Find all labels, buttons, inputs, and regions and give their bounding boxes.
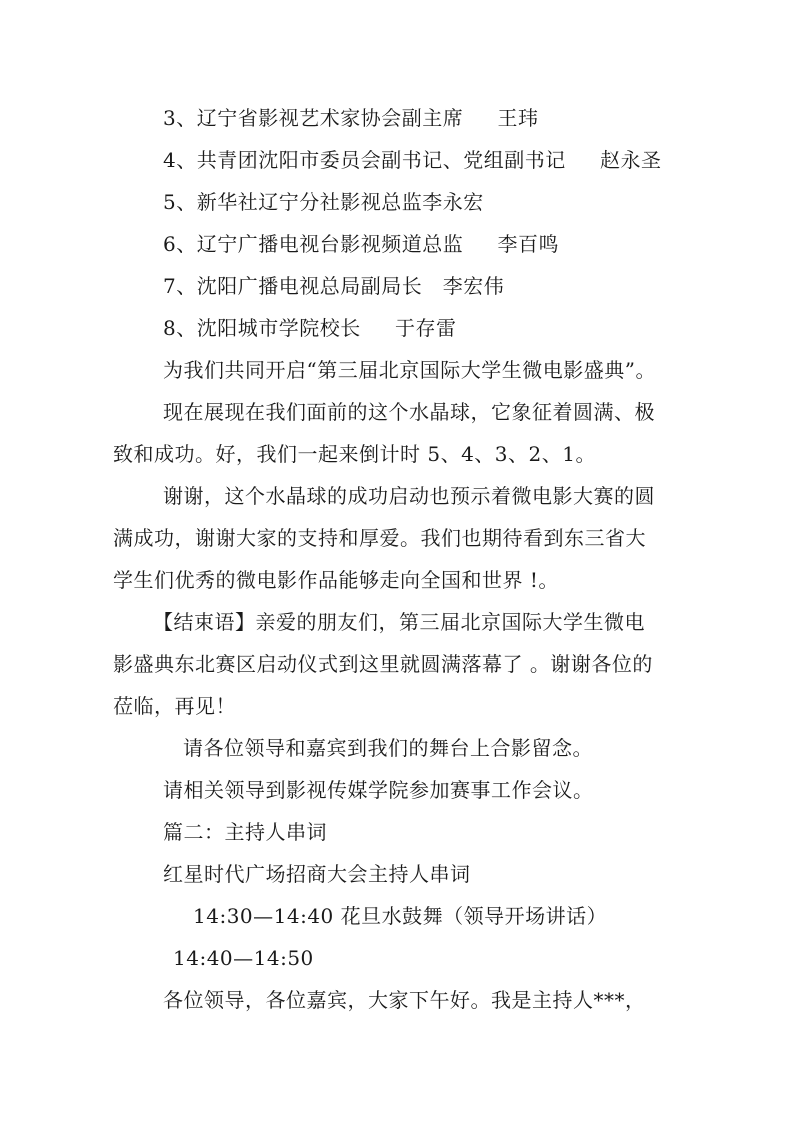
paragraph-meeting: 请相关领导到影视传媒学院参加赛事工作会议。 — [163, 778, 594, 802]
guest-line-7: 7、沈阳广播电视总局副局长 李宏伟 — [163, 274, 505, 298]
paragraph-photo: 请各位领导和嘉宾到我们的舞台上合影留念。 — [183, 736, 593, 760]
schedule-item-1: 14:30—14:40 花旦水鼓舞（领导开场讲话） — [193, 904, 608, 928]
guest-line-5: 5、新华社辽宁分社影视总监李永宏 — [163, 190, 484, 214]
guest-line-3: 3、辽宁省影视艺术家协会副主席 王玮 — [163, 106, 539, 130]
paragraph-thanks-line-2: 满成功，谢谢大家的支持和厚爱。我们也期待看到东三省大 — [113, 526, 646, 550]
paragraph-crystal-line-1: 现在展现在我们面前的这个水晶球，它象征着圆满、极 — [163, 400, 655, 424]
paragraph-thanks-line-3: 学生们优秀的微电影作品能够走向全国和世界 !。 — [113, 568, 559, 592]
paragraph-closing-line-2: 影盛典东北赛区启动仪式到这里就圆满落幕了 。谢谢各位的 — [113, 652, 653, 676]
paragraph-greeting: 各位领导，各位嘉宾，大家下午好。我是主持人***， — [163, 988, 646, 1012]
guest-line-6: 6、辽宁广播电视台影视频道总监 李百鸣 — [163, 232, 560, 256]
paragraph-closing-line-1: 【结束语】亲爱的朋友们，第三届北京国际大学生微电 — [153, 610, 645, 634]
guest-line-8: 8、沈阳城市学院校长 于存雷 — [163, 316, 457, 340]
guest-line-4: 4、共青团沈阳市委员会副书记、党组副书记 赵永圣 — [163, 148, 662, 172]
paragraph-crystal-line-2: 致和成功。好，我们一起来倒计时 5、4、3、2、1。 — [113, 442, 596, 466]
section-title: 红星时代广场招商大会主持人串词 — [163, 862, 471, 886]
paragraph-closing-line-3: 莅临，再见！ — [113, 694, 236, 718]
schedule-item-2: 14:40—14:50 — [173, 946, 314, 970]
section-heading: 篇二：主持人串词 — [163, 820, 327, 844]
paragraph-opening: 为我们共同开启“第三届北京国际大学生微电影盛典”。 — [163, 358, 656, 382]
paragraph-thanks-line-1: 谢谢，这个水晶球的成功启动也预示着微电影大赛的圆 — [163, 484, 655, 508]
